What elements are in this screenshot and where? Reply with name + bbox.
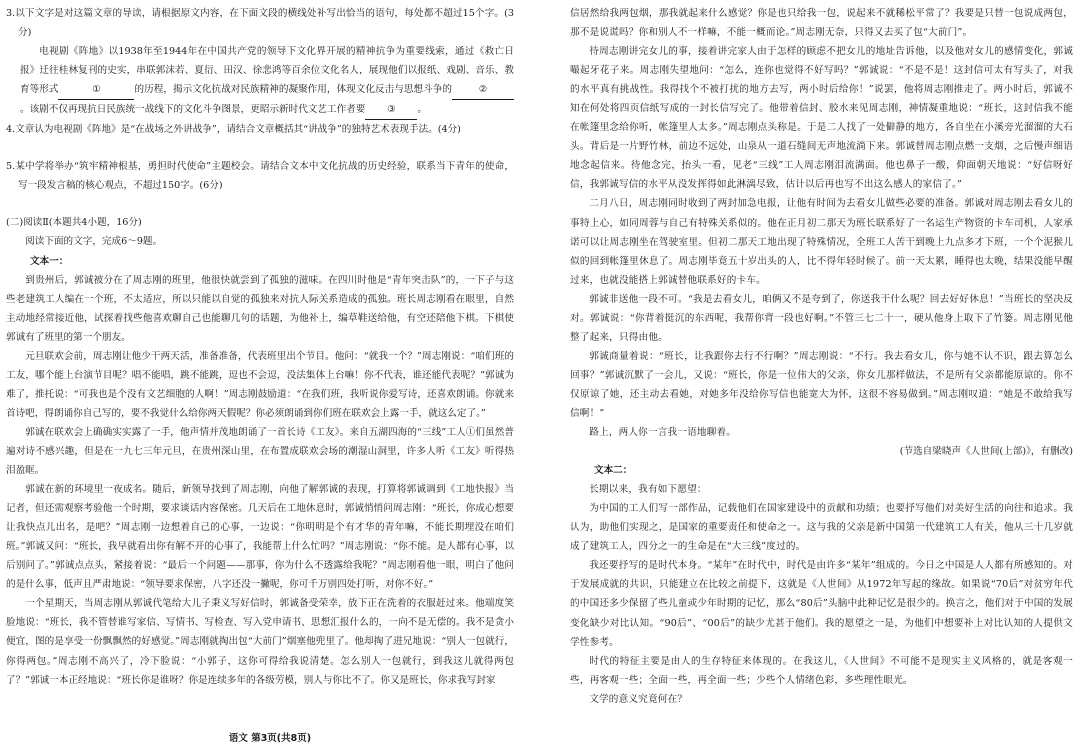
question-5: 5.某中学将举办“筑牢精神根基，勇担时代使命”主题校会。请结合文本中文化抗战的历史经验，联系当下青年的使命，写一段发言稿的核心观点，不超过150字。(6分): [6, 161, 514, 192]
passage-text-b: 的历程，揭示文化抗战对民族精神的凝聚作用，体现文化反击与思想斗争的: [134, 84, 452, 96]
passage-text-d: 。: [417, 104, 427, 116]
left-column: [6, 4, 514, 690]
text-2-paragraph: 时代的特征主要是由人的生存特征来体现的。在我这儿，《人世间》不可能不是现实主义风格的，就是客观一些，再客观一些；全面一些，再全面一些；少些个人情绪色彩，多些理性眼光。: [570, 655, 1073, 686]
text-2-paragraph: 为中国的工人们写一部作品，记载他们在国家建设中的贡献和功绩；也要抒写他们对美好生活的向往和追求。我认为，助他们实现之，是国家的重要责任和使命之一。这与我的父亲是新中国第一代建筑工人有关，他从三十几岁就成了建筑工人，四分之一的生命是在“大三线”度过的。: [570, 503, 1073, 553]
text-2-label: 文本二：: [594, 465, 633, 477]
question-3-passage: [20, 42, 514, 120]
section-2-title: (二)阅读Ⅱ(本题共4小题，16分): [6, 217, 142, 229]
text-1-paragraph: 到贵州后，郭诚被分在了周志刚的班里，他很快就尝到了孤独的滋味。在四川时他是“青年突击队”的，一下子与这些老建筑工人编在一个班，不太适应，所以只能以自觉的孤独来对抗人际关系造成的孤独。班长周志刚看在眼里，自然主动地经常接近他，试探着找些他喜欢聊自己也能聊几句的话题，为他补上，编草鞋送给他，有空还陪他下棋。下棋使郭诚有了班里的第一个朋友。: [6, 274, 514, 343]
text-1-paragraph: 二月八日，周志刚同时收到了两封加急电报，让他有时间为去看女儿做些必要的准备。郭诚对周志刚去看女儿的事特上心，如同周蓉与自己有特殊关系似的。他在正月初二那天为班长联系好了一名运生产物资的卡车司机，人家承诺可以让周志刚坐在驾驶室里。但初二那天工地出现了特殊情况，全班工人苦干到晚上九点多才下班，一个个泥猴儿似的回到帐篷里休息了。周志刚毕竟五十岁出头的人，比不得年轻时候了。前一天太累，睡得也太晚，结果没能早醒过来，也就没能搭上郭诚替他联系好的卡车。: [570, 198, 1073, 286]
text-2-paragraph: 长期以来，我有如下愿望：: [589, 484, 707, 496]
text-1-paragraph: 元旦联欢会前，周志刚让他少干两天活，准备准备，代表班里出个节目。他问：“就我一个？”周志刚说：“咱们班的工友，哪个能上台演节目呢？唱不能唱，跳不能跳，逗也不会逗，没法集体上台嘛！你不代表，谁还能代表呢？”郭诚为难了，推托说：“可我也是个没有文艺细胞的人啊！”周志刚鼓励道：“在我们班，我听说你爱写诗，还喜欢朗诵。你就来首诗吧，得朗诵你自己写的，要不我觉什么给你两天假呢？你必须朗诵到你们班在联欢会上露一手，就这么定了。”: [6, 350, 514, 419]
source-citation: (节选自梁晓声《人世间(上部)》，有删改): [899, 446, 1073, 458]
text-1-paragraph: 郭诚商量着说：“班长，让我跟你去行不行啊？”周志刚说：“不行。我去看女儿，你与她不认不识，跟去算怎么回事？”郭诚沉默了一会儿，又说：“班长，你是一位伟大的父亲，你女儿那样做法，不是所有父亲都能原谅的。你不仅原谅了她，还主动去看她，对她多年没给你写信也能宽大为怀，这很不容易做到。”周志刚叹道：“她是不敢给我写信啊！”: [570, 350, 1073, 419]
right-column: [570, 4, 1073, 709]
page-footer: 语文 第3页(共8页): [228, 733, 312, 744]
text-1-paragraph: 路上，两人你一言我一语地聊着。: [589, 427, 737, 439]
passage-text-c: 。该剧不仅再现抗日民族统一战线下的文化斗争图景，更昭示新时代文艺工作者要: [20, 104, 366, 116]
question-4: 4.文章认为电视剧《阵地》是“在战场之外讲战争”，请结合文章概括其“讲战争”的独特艺术表现手法。(4分): [6, 124, 461, 136]
answer-blank-3[interactable]: ③: [365, 100, 417, 120]
section-2-instruction: 阅读下面的文字，完成6～9题。: [25, 236, 163, 248]
text-2-paragraph: 我还要抒写的是时代本身。“某年”在时代中，时代是由许多“某年”组成的。今日之中国是人人都有所感知的。对于发展成就的共识，只能建立在比较之前提下，这就是《人世间》从1972年写起的缘故。如果说“70后”对贫穷年代的中国还多少保留了些儿童或少年时期的记忆，那么“80后”头脑中此种记忆是很少的。换言之，他们对于中国的发展变化缺少对比认知。“90后”、“00后”的缺少尤甚于他们。我的愿望之一是，为他们中想要补上对比认知的人提供文学性参考。: [570, 560, 1073, 648]
passage-text-a: 电视剧《阵地》以1938年至1944年在中国共产党的领导下文化界开展的精神抗争为重要线索，通过《救亡日报》迁往桂林复刊的史实，串联郭沫若、夏衍、田汉、徐悲鸿等百余位文化名人，展现他们以报纸、戏剧、音乐、教育等形式: [20, 46, 514, 96]
text-2-paragraph: 文学的意义究竟何在？: [589, 693, 688, 705]
answer-blank-2[interactable]: ②: [452, 80, 514, 100]
text-1-paragraph: 郭诚在联欢会上确确实实露了一手，他声情并茂地朗诵了一首长诗《工友》。来自五湖四海的“三线”工人①们虽然普遍对诗不感兴趣，但是在一九七三年元旦，在贵州深山里，在布置成联欢会场的潮湿山洞里，许多人听《工友》听得热泪盈眶。: [6, 426, 514, 477]
text-1-paragraph: 郭诚非送他一段不可。“我是去看女儿，咱俩又不是夸到了，你送我干什么呢？回去好好休息！”当班长的坚决反对。郭诚说：“你背着挺沉的东西呢，我帮你背一段也好啊。”不管三七二十一，硬从他身上取下了竹篓。周志刚见他整了起来，只得由他。: [570, 293, 1073, 343]
text-1-label: 文本一：: [30, 255, 69, 267]
answer-blank-1[interactable]: ①: [58, 80, 134, 100]
text-1-paragraph: 一个星期天，当周志刚从郭诚代笔给大儿子秉义写好信时，郭诚备受荣幸，放下正在洗着的衣服赶过来。他端度笑脸地说：“班长，我不管替谁写家信、写情书、写检查、写入党申请书、思想汇报什么的，一向不是无偿的。我不是贪小便宜，图的是享受一份飘飘然的好感觉。”周志刚就掏出包“大前门”烟塞他兜里了。他却掏了进兄地说：“别人一包就行，你得两包。”周志刚不高兴了，冷下脸说：“小郭子，这你可得给我说清楚。怎么别人一包就行，到我这儿就得两包了？”郭诚一本正经地说：“班长你是谁呀？你是连续多年的各级劳模，别人与你比不了。你又是班长，你求我写封家: [6, 598, 514, 686]
question-3-prompt: 3.以下文字是对这篇文章的导读，请根据原文内容，在下面文段的横线处补写出恰当的语句，每处都不超过15个字。(3分): [6, 8, 514, 39]
text-1-paragraph: 郭诚在新的环境里一夜成名。随后，新领导找到了周志刚，向他了解郭诚的表现，打算将郭诚调到《工地快报》当记者，但还需观察考验他一个时期，要求谈话内容保密。几天后在工地休息时，郭诚悄悄问周志刚：“班长，你成心想要让我快点儿出名，是吧？”周志刚一边想着自己的心事，一边说：“你明明是个有才华的青年嘛，不能长期埋没在咱们班。”郭诚又问：“班长，我早就看出你有解不开的心事了，我能帮上什么忙吗？”周志刚说：“你不能。是人都有心事，以后别问了。”郭诚点点头，紧接着说：“最后一个问题——那事，你为什么不透露给我呢？”周志刚看他一眼，明白了他问的是什么事，低声且严肃地说：“领导要求保密，八字还没一撇呢，你可千万别四处打听，对你不好。”: [6, 484, 514, 591]
text-1-paragraph: 信居然给我两包烟，那我就起来什么感觉？你是也只给我一包，说起来不就稀松平常了？我要是只替一包说成两包，那不是说谎吗？你和别人不一样嘛，不能一概而论。”周志刚无奈，只得又去买了包“大前门”。: [570, 8, 1073, 39]
text-1-paragraph: 待周志刚讲完女儿的事，接着讲完家人由于怎样的顾虑不把女儿的地址告诉他，以及他对女儿的感情变化，郭诚嘬起牙花子来。周志刚失望地问：“怎么，连你也觉得不好写吗？”郭诚说：“不是不是！这封信可太有写头了，对我的水平真有挑战性。我得找个不被打扰的地方去写，两小时后给你！”说罢，他将周志刚推走了。两小时后，郭诚不知在何处将四页信纸写成的一封长信写完了。他带着信封、胶水来见周志刚，神情凝重地说：“班长，这封信我不能在帐篷里念给你听，帐篷里人太多。”周志刚点头称是。于是二人找了一处僻静的地方，各自坐在小溪旁光溜溜的大石头。背后是一片野竹林，前边不远处，山泉从一道石缝间无声地流淌下来。郭诚替周志刚点燃一支烟，之后慢声细语地念起信来。待他念完，抬头一看，见老“三线”工人周志刚泪流满面。他也鼻子一酸，仰面朝天地说：“好信呀好信，我郭诚写信的水平从没发挥得如此淋漓尽致，估计以后再也写不出这么感人的家信了。”: [570, 46, 1073, 191]
